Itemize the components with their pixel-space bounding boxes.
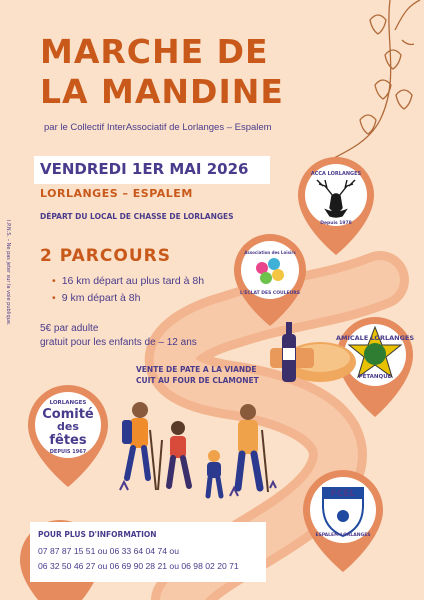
food-sale-note — [136, 364, 259, 386]
colors-badge-main: L'ÉCLAT DES COULEURS — [240, 291, 300, 296]
hikers-illustration — [120, 402, 276, 496]
event-subtitle: par le Collectif InterAssociatif de Lorlanges – Espalem — [44, 122, 272, 133]
petanque-badge-bottom: PÉTANQUE — [358, 374, 392, 380]
event-title-line1: MARCHE DE — [40, 32, 269, 71]
event-place: LORLANGES – ESPALEM — [40, 187, 193, 200]
price-info — [40, 322, 197, 350]
food-sale-line2: CUIT AU FOUR DE CLAMONET — [136, 376, 259, 385]
phone-line-2: 06 32 50 46 27 ou 06 69 90 28 21 ou 06 98 02 20 71 — [38, 561, 239, 571]
food-sale-line1: VENTE DE PATE A LA VIANDE — [136, 365, 257, 374]
fetes-badge-top: LORLANGES — [49, 400, 87, 406]
flower-icon — [330, 0, 420, 160]
fetes-badge-main3: fêtes — [49, 433, 87, 448]
colors-badge-top: Association des Loisirs — [244, 250, 296, 255]
chasse-badge-top: ACCA LORLANGES — [310, 171, 362, 177]
petanque-badge-main: AMICALE LORLANGES — [335, 334, 415, 342]
fetes-badge-main1: Comité — [42, 407, 94, 422]
departure-location: DÉPART DU LOCAL DE CHASSE DE LORLANGES — [40, 212, 234, 221]
fetes-badge-bottom: DEPUIS 1967 — [49, 449, 87, 455]
price-adult: 5€ par adulte — [40, 323, 99, 334]
chasse-badge-bottom: Depuis 1978 — [320, 221, 352, 226]
ipns-text: I.P.N.S. – Ne pas jeter sur la voie publique. — [5, 220, 11, 326]
event-date: VENDREDI 1ER MAI 2026 — [40, 160, 249, 178]
parcours-title: 2 PARCOURS — [40, 246, 171, 266]
parcours-item-9km: • 9 km départ à 8h — [52, 292, 204, 309]
ipns-note — [3, 220, 13, 340]
info-title: POUR PLUS D'INFORMATION — [38, 530, 157, 539]
fcel-badge-main: FCEL — [330, 489, 356, 499]
parcours-item-16km: • 16 km départ au plus tard à 8h — [52, 275, 204, 292]
fetes-badge-main2: des — [57, 420, 79, 433]
phone-line-1: 07 87 87 15 51 ou 06 33 64 04 74 ou — [38, 546, 179, 556]
parcours-list — [52, 275, 204, 309]
event-title-line2: LA MANDINE — [40, 72, 284, 111]
fcel-badge-bottom: ESPALEM-LORLANGES — [315, 533, 371, 538]
price-children: gratuit pour les enfants de – 12 ans — [40, 337, 197, 348]
